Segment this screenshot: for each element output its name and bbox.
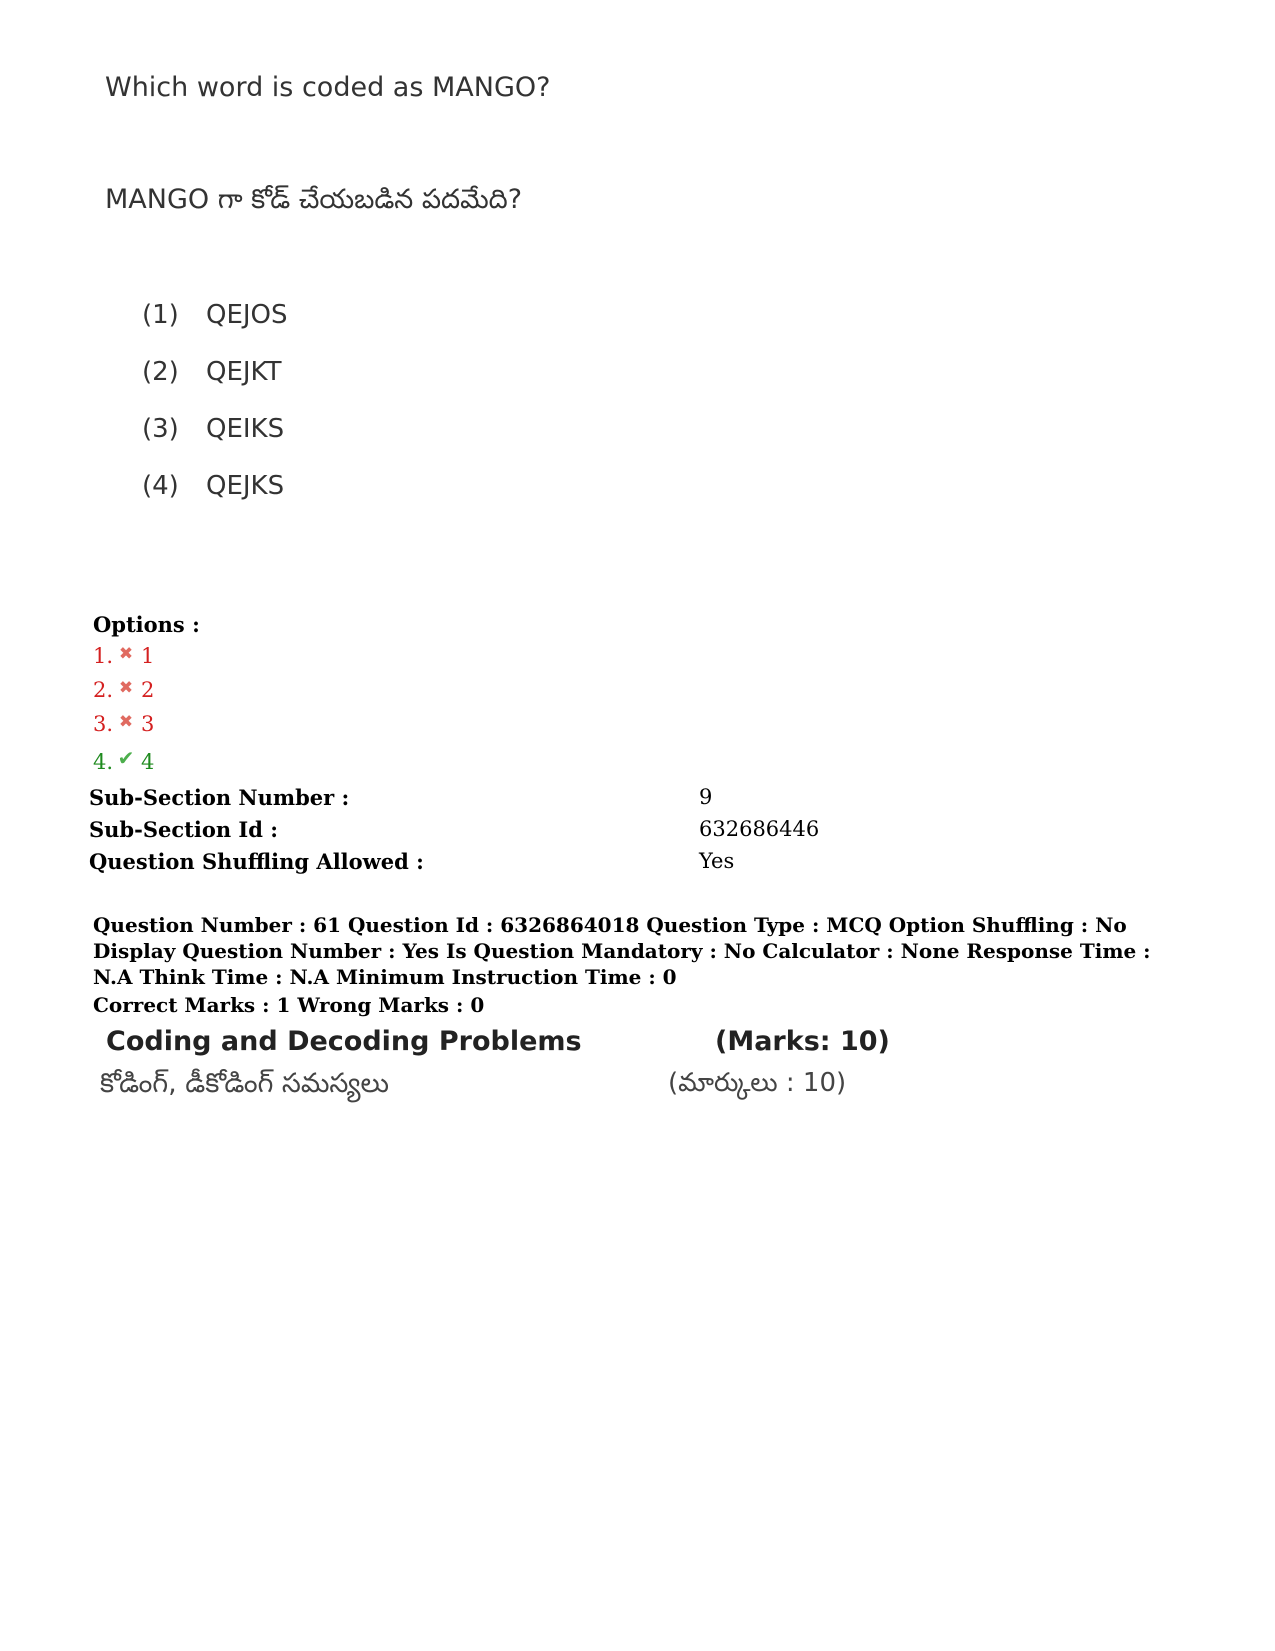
choice-number: (4)	[142, 471, 179, 501]
answer-choice	[142, 357, 288, 414]
question-text-telugu: MANGO గా కోడ్ చేయబడిన పదమేది?	[105, 184, 523, 215]
section-header	[100, 1026, 890, 1116]
option-item	[93, 712, 154, 746]
section-title-telugu: కోడింగ్, డీకోడింగ్ సమస్యలు	[100, 1068, 389, 1099]
meta-label: Question Shuffling Allowed :	[89, 849, 424, 874]
answer-choices	[142, 300, 288, 528]
choice-number: (3)	[142, 414, 179, 444]
answer-choice	[142, 414, 288, 471]
options-list	[93, 644, 154, 780]
option-index: 1.	[93, 644, 114, 668]
meta-label: Sub-Section Id :	[89, 817, 278, 842]
answer-choice	[142, 471, 288, 528]
choice-number: (2)	[142, 357, 179, 387]
subsection-id-row	[89, 817, 820, 849]
option-index: 3.	[93, 712, 114, 736]
choice-text: QEJKS	[206, 471, 285, 501]
option-item-correct	[93, 746, 154, 780]
marks-info: Correct Marks : 1 Wrong Marks : 0	[93, 993, 485, 1017]
subsection-number-row	[89, 785, 713, 817]
cross-icon: ✖	[118, 678, 134, 698]
option-index: 2.	[93, 678, 114, 702]
choice-text: QEJKT	[206, 357, 282, 387]
meta-value: Yes	[699, 849, 735, 873]
section-marks-english: (Marks: 10)	[715, 1026, 890, 1057]
option-item	[93, 678, 154, 712]
cross-icon: ✖	[118, 644, 134, 664]
choice-number: (1)	[142, 300, 179, 330]
answer-choice	[142, 300, 288, 357]
option-index: 4.	[93, 750, 114, 774]
choice-text: QEIKS	[206, 414, 285, 444]
choice-text: QEJOS	[206, 300, 288, 330]
cross-icon: ✖	[118, 712, 134, 732]
section-marks-telugu: (మార్కులు : 10)	[668, 1068, 847, 1098]
option-value: 4	[141, 750, 155, 774]
option-value: 3	[141, 712, 155, 736]
option-item	[93, 644, 154, 678]
meta-value: 632686446	[699, 817, 820, 841]
question-info: Question Number : 61 Question Id : 6326864018 Question Type : MCQ Option Shuffling : No Display Question Number : Yes Is Question Mandatory : No Calculator : None Response Time : N.A Think Time : N.A Minimum Instruction Time : 0	[93, 913, 1151, 989]
question-shuffling-row	[89, 849, 735, 881]
option-value: 2	[141, 678, 155, 702]
meta-label: Sub-Section Number :	[89, 785, 350, 810]
section-title-english: Coding and Decoding Problems	[106, 1026, 582, 1057]
check-icon: ✔	[117, 746, 135, 770]
options-heading: Options :	[93, 612, 200, 637]
meta-value: 9	[699, 785, 713, 809]
question-text-english: Which word is coded as MANGO?	[105, 72, 551, 103]
option-value: 1	[141, 644, 155, 668]
subsection-info	[89, 785, 820, 881]
